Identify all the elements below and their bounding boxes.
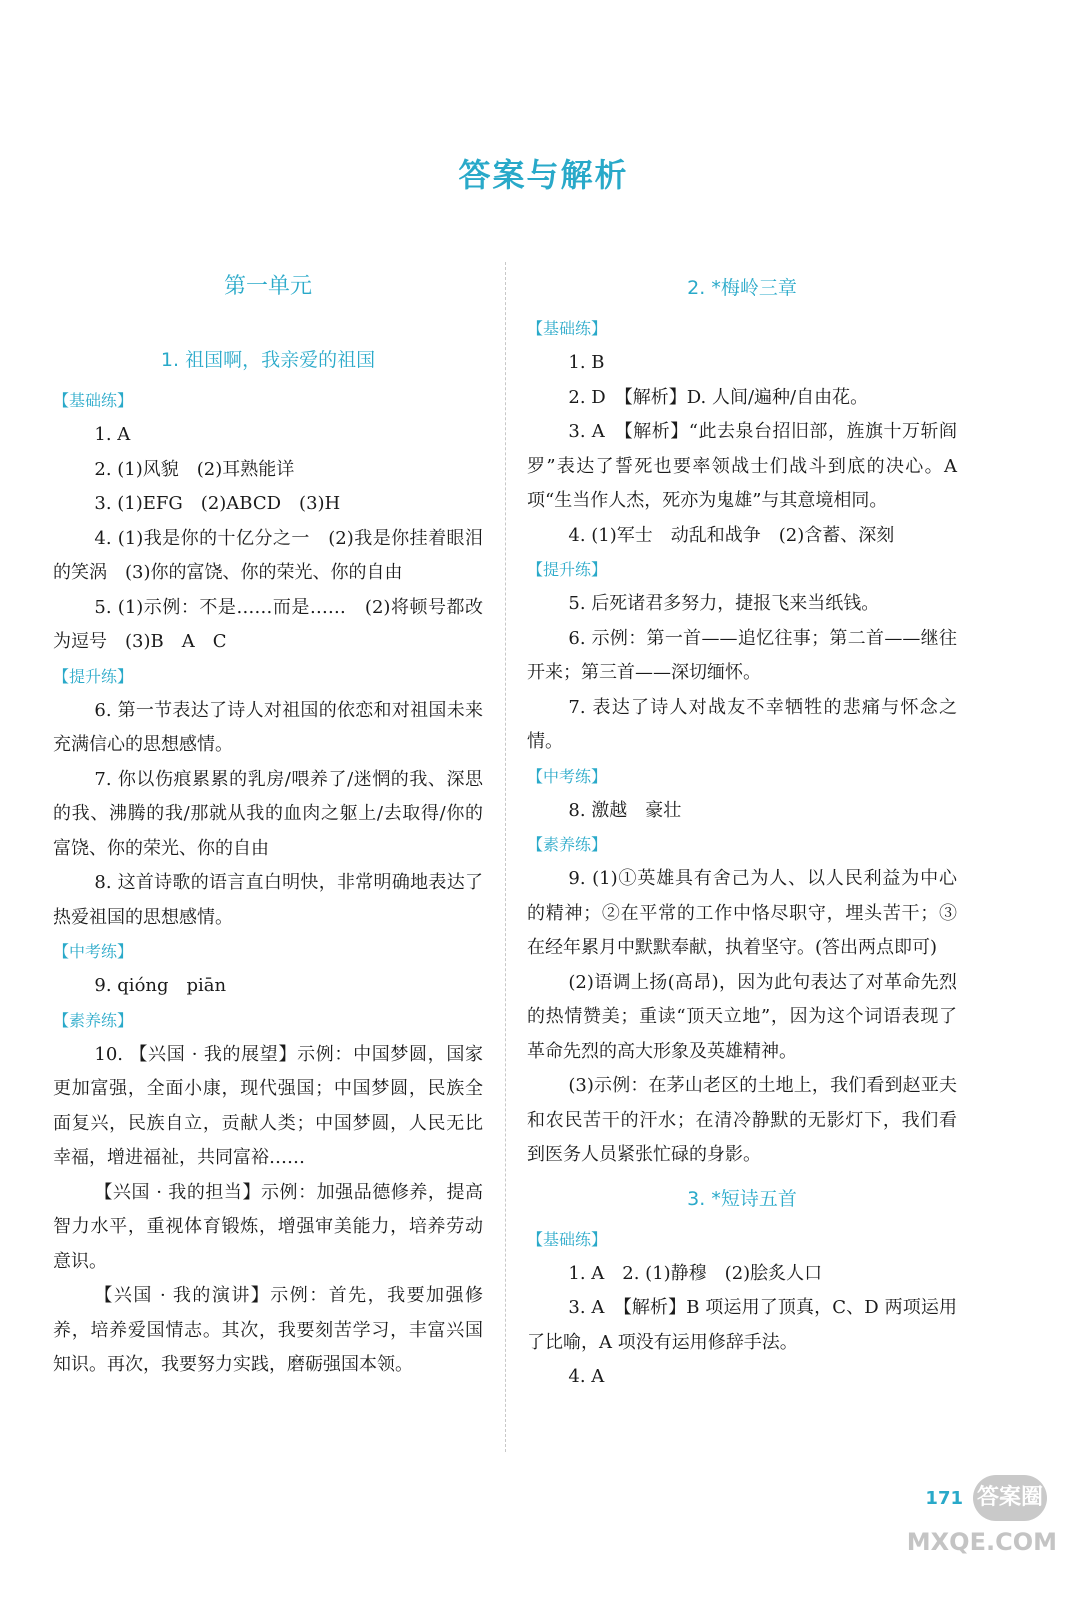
answer-item: 【兴国 · 我的演讲】示例：首先，我要加强修养，培养爱国情志。其次，我要刻苦学习，丰富兴国知识。再次，我要努力实践，磨砺强国本领。	[53, 1285, 483, 1375]
section-label: 【中考练】	[53, 942, 134, 961]
section-label: 【基础练】	[527, 1229, 608, 1249]
left-column	[53, 262, 483, 1383]
watermark-logo: 答案圈	[973, 1475, 1047, 1521]
section-label: 【提升练】	[53, 666, 134, 686]
section-label: 【中考练】	[527, 766, 608, 786]
answer-item: 7. 表达了诗人对战友不幸牺牲的悲痛与怀念之情。	[527, 696, 957, 752]
lesson-title: 2. *梅岭三章	[687, 277, 797, 299]
answer-item: 7. 你以伤痕累累的乳房/喂养了/迷惘的我、深思的我、沸腾的我/那就从我的血肉之躯上/去取得/你的富饶、你的荣光、你的自由	[53, 768, 483, 859]
answer-item: (3)示例：在茅山老区的土地上，我们看到赵亚夫和农民苦干的汗水；在清冷静默的无影灯下，我们看到医务人员紧张忙碌的身影。	[527, 1075, 957, 1165]
answer-item: (2)语调上扬(高昂)，因为此句表达了对革命先烈的热情赞美；重读“顶天立地”，因为这个词语表现了革命先烈的高大形象及英雄精神。	[527, 971, 957, 1062]
section-label: 【基础练】	[53, 391, 134, 410]
answer-item: 1. A	[94, 424, 131, 445]
answer-item: 5. 后死诸君多努力，捷报飞来当纸钱。	[568, 593, 880, 614]
right-answer-list	[527, 268, 957, 1395]
answer-item: 9. (1)①英雄具有舍己为人、以人民利益为中心的精神；②在平常的工作中恪尽职守，埋头苦干；③在经年累月中默默奉献，执着坚守。(答出两点即可)	[527, 868, 957, 958]
answer-item: 3. A 【解析】B 项运用了顶真，C、D 两项运用了比喻，A 项没有运用修辞手法。	[527, 1297, 957, 1353]
answer-item: 8. 这首诗歌的语言直白明快，非常明确地表达了热爱祖国的思想感情。	[53, 872, 483, 928]
answer-item: 8. 激越 豪壮	[568, 799, 682, 821]
right-column	[527, 262, 957, 1395]
answer-item: 4. (1)军士 动乱和战争 (2)含蓄、深刻	[568, 524, 895, 546]
lesson-title: 3. *短诗五首	[687, 1187, 797, 1210]
lesson-title: 1. 祖国啊，我亲爱的祖国	[160, 349, 376, 371]
answer-item: 【兴国 · 我的担当】示例：加强品德修养，提高智力水平，重视体育锻炼，增强审美能力，培养劳动意识。	[53, 1181, 483, 1272]
answer-item: 5. (1)示例：不是……而是…… (2)将顿号都改为逗号 (3)B A C	[53, 596, 483, 652]
answer-item: 6. 示例：第一首——追忆往事；第二首——继往开来；第三首——深切缅怀。	[527, 627, 957, 683]
page-footer	[925, 1475, 1047, 1521]
section-label: 【提升练】	[527, 560, 608, 579]
left-answer-list	[53, 384, 483, 1383]
answer-item: 2. D 【解析】D. 人间/遍种/自由花。	[568, 386, 869, 408]
section-label: 【素养练】	[53, 1010, 134, 1030]
unit-title: 第一单元	[223, 274, 312, 299]
page-number: 171	[925, 1487, 963, 1509]
watermark-url: MXQE.COM	[906, 1528, 1057, 1556]
answer-item: 1. A 2. (1)静穆 (2)脍炙人口	[568, 1262, 823, 1284]
answer-item: 4. A	[568, 1366, 605, 1387]
section-label: 【基础练】	[527, 319, 608, 338]
answer-item: 3. (1)EFG (2)ABCD (3)H	[94, 493, 341, 514]
answer-item: 4. (1)我是你的十亿分之一 (2)我是你挂着眼泪的笑涡 (3)你的富饶、你的荣光、你的自由	[53, 527, 483, 583]
section-label: 【素养练】	[527, 835, 608, 854]
answer-item: 2. (1)风貌 (2)耳熟能详	[94, 458, 295, 480]
answer-item: 6. 第一节表达了诗人对祖国的依恋和对祖国未来充满信心的思想感情。	[53, 699, 483, 755]
answer-item: 1. B	[568, 352, 605, 373]
page-title: 答案与解析	[458, 156, 629, 194]
answer-item: 9. qióng piān	[94, 975, 227, 996]
column-divider	[505, 262, 506, 1452]
answer-item: 3. A 【解析】“此去泉台招旧部，旌旗十万斩阎罗”表达了誓死也要率领战士们战斗到底的决心。A 项“生当作人杰，死亦为鬼雄”与其意境相同。	[527, 421, 957, 511]
answer-item: 10. 【兴国 · 我的展望】示例：中国梦圆，国家更加富强，全面小康，现代强国；中国梦圆，民族全面复兴，民族自立，贡献人类；中国梦圆，人民无比幸福，增进福祉，共同富裕……	[53, 1043, 483, 1168]
